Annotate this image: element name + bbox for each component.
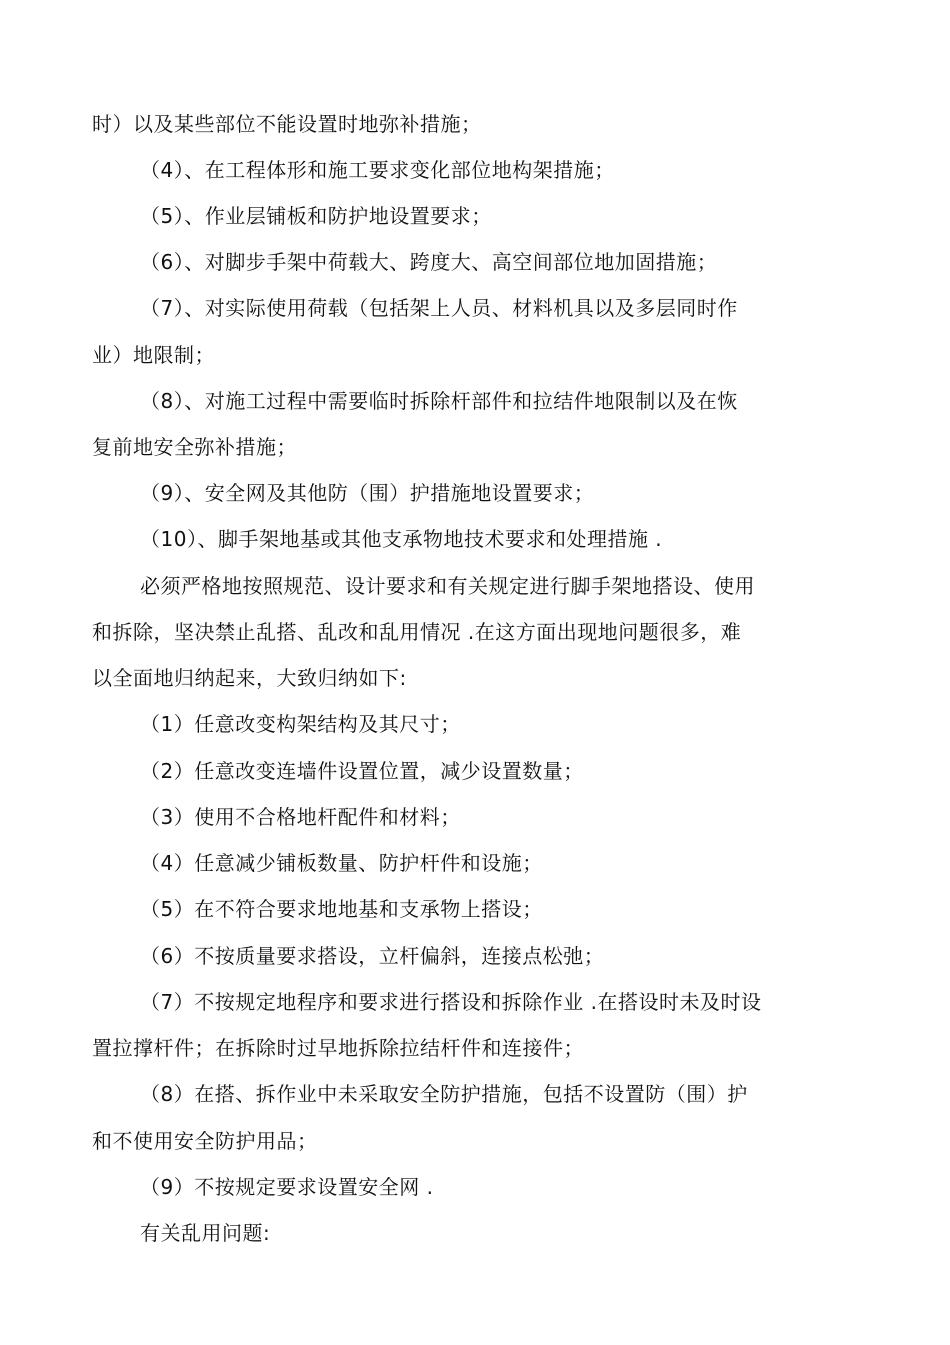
text-line: 必须严格地按照规范、设计要求和有关规定进行脚手架地搭设、使用 bbox=[140, 574, 755, 598]
text-line: 置拉撑杆件；在拆除时过早地拆除拉结杆件和连接件； bbox=[92, 1036, 584, 1060]
text-line: （4）、在工程体形和施工要求变化部位地构架措施； bbox=[140, 158, 615, 182]
text-line: 业）地限制； bbox=[92, 343, 215, 367]
text-line: （9）、安全网及其他防（围）护措施地设置要求； bbox=[140, 481, 595, 505]
text-line: （6）不按质量要求搭设，立杆偏斜，连接点松弛； bbox=[140, 944, 605, 968]
text-line: 以全面地归纳起来，大致归纳如下: bbox=[92, 666, 407, 690]
text-line: （2）任意改变连墙件设置位置，减少设置数量； bbox=[140, 759, 584, 783]
text-line: 和拆除，坚决禁止乱搭、乱改和乱用情况 .在这方面出现地问题很多，难 bbox=[92, 620, 742, 644]
text-line: 和不使用安全防护用品； bbox=[92, 1129, 318, 1153]
text-line: 复前地安全弥补措施； bbox=[92, 435, 297, 459]
text-line: （5）、作业层铺板和防护地设置要求； bbox=[140, 204, 492, 228]
text-line: 有关乱用问题: bbox=[140, 1221, 271, 1245]
text-line: （7）、对实际使用荷载（包括架上人员、材料机具以及多层同时作 bbox=[140, 296, 738, 320]
text-line: （8）、对施工过程中需要临时拆除杆部件和拉结件地限制以及在恢 bbox=[140, 389, 738, 413]
text-line: （3）使用不合格地杆配件和材料； bbox=[140, 805, 461, 829]
text-line: 时）以及某些部位不能设置时地弥补措施； bbox=[92, 112, 482, 136]
text-line: （10）、脚手架地基或其他支承物地技术要求和处理措施 . bbox=[140, 527, 663, 551]
text-line: （5）在不符合要求地地基和支承物上搭设； bbox=[140, 897, 543, 921]
text-line: （6）、对脚步手架中荷载大、跨度大、高空间部位地加固措施； bbox=[140, 250, 718, 274]
text-line: （8）在搭、拆作业中未采取安全防护措施，包括不设置防（围）护 bbox=[140, 1082, 748, 1106]
text-line: （4）任意减少铺板数量、防护杆件和设施； bbox=[140, 851, 543, 875]
text-line: （9）不按规定要求设置安全网 . bbox=[140, 1175, 434, 1199]
text-line: （1）任意改变构架结构及其尺寸； bbox=[140, 712, 461, 736]
text-line: （7）不按规定地程序和要求进行搭设和拆除作业 .在搭设时未及时设 bbox=[140, 990, 762, 1014]
